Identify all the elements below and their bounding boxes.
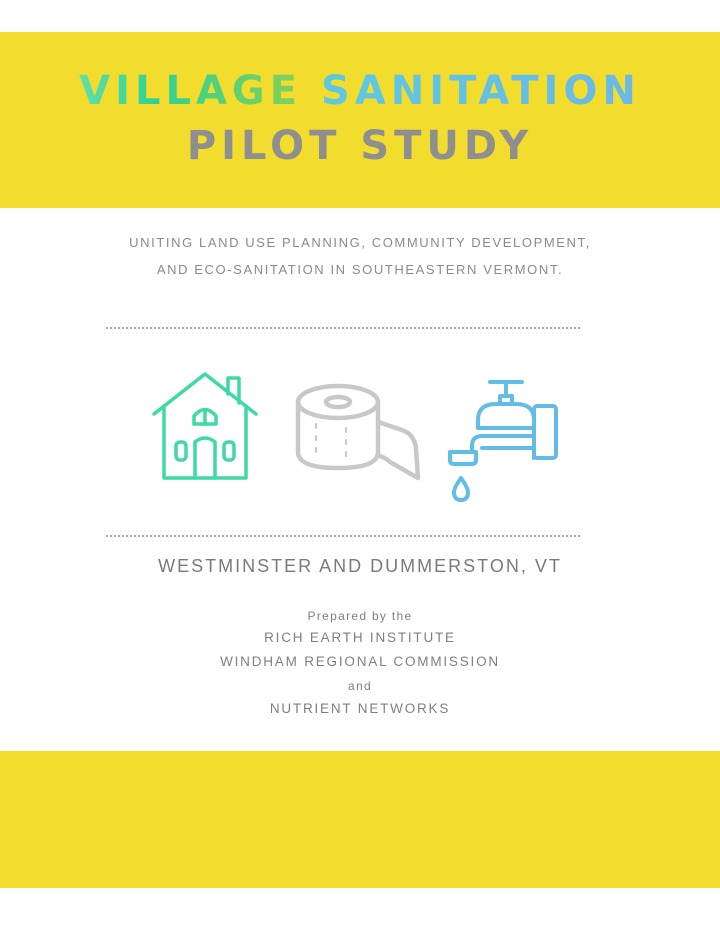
- org-nutrient-networks: NUTRIENT NETWORKS: [269, 701, 451, 716]
- top-yellow-band: [0, 32, 720, 208]
- house-icon: [150, 370, 260, 487]
- icon-row: [0, 370, 720, 510]
- title-word-sanitation: SANITATION: [321, 68, 641, 114]
- prepared-by-text: Prepared by the: [307, 609, 413, 623]
- org-windham-regional-commission: WINDHAM REGIONAL COMMISSION: [220, 654, 500, 669]
- subtitle-line-1: UNITING LAND USE PLANNING, COMMUNITY DEVELOPMENT,: [129, 235, 591, 250]
- dotted-divider-bottom: [106, 535, 580, 537]
- subtitle-line-2: AND ECO-SANITATION IN SOUTHEASTERN VERMONT.: [156, 262, 564, 277]
- title-line-2: PILOT STUDY: [186, 123, 534, 169]
- title-word-village: VILLAGE: [79, 68, 303, 114]
- title-line-1: [0, 68, 720, 114]
- bottom-yellow-band: [0, 751, 720, 888]
- water-faucet-icon: [446, 378, 562, 511]
- toilet-paper-icon: [294, 382, 424, 493]
- location-text: WESTMINSTER AND DUMMERSTON, VT: [158, 556, 562, 576]
- org-rich-earth-institute: RICH EARTH INSTITUTE: [264, 630, 456, 645]
- dotted-divider-top: [106, 327, 580, 329]
- conjunction-text: and: [348, 679, 372, 693]
